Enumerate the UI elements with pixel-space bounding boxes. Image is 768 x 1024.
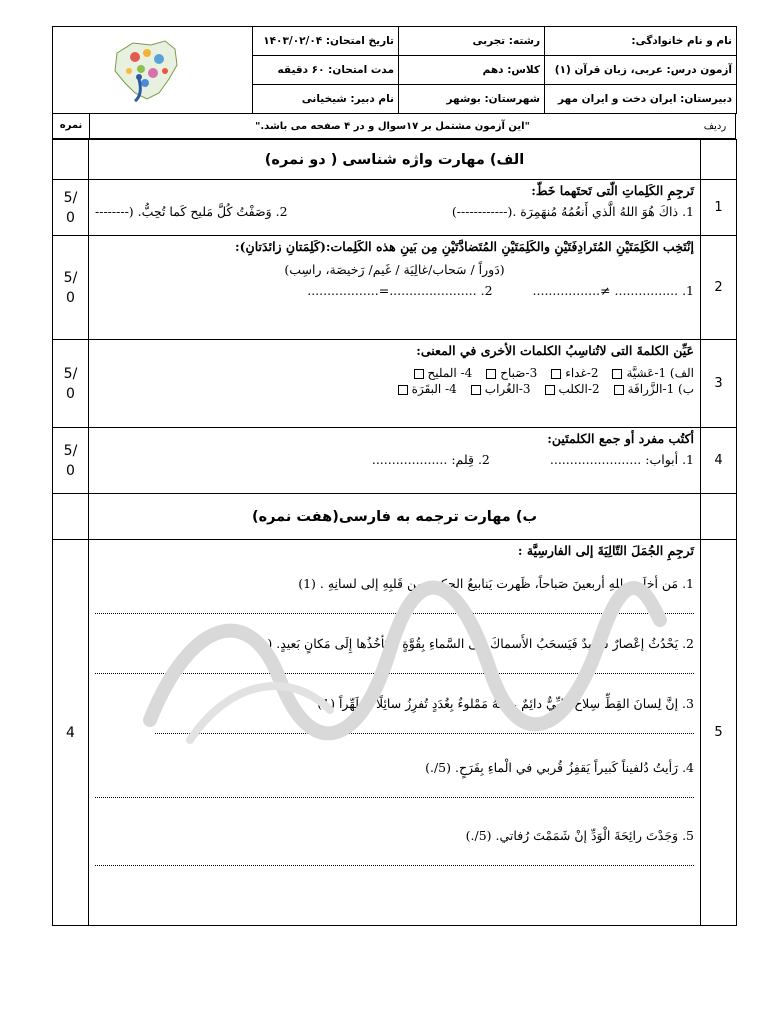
- q5-sentence-2: 2. يَحْدُثُ إعْصارٌ شديدٌ فَيَسحَبُ الأَسماكَ إِلَى السَّماءِ بِقُوَّةٍ وَ يَأخُذُها إِلَى مَكانٍ بَعيدٍ. (1): [254, 636, 694, 651]
- q5-sentence-3: 3. إنَّ لِسانَ القِطِّ سِلاحٌ طِبِّيٌّ دائِمٌ ، لِأَنَّهُ مَمْلوءٌ بِغُدَدٍ تُفرِزُ سائِلًا مُطَهِّراً (1): [317, 696, 694, 711]
- q5-sentence-5: 5. وَجَدْتَ رائِحَةَ الْوَدِّ إنْ شَمَمْتَ رُفاتي. (5/.): [465, 828, 694, 843]
- question-score: /5 0: [53, 428, 89, 494]
- option-label: 2-غداء: [565, 366, 599, 380]
- question-5: [53, 540, 737, 926]
- course-label: آزمون درس: عربی، زبان قرآن (۱): [545, 56, 737, 85]
- field-label: رشته: تجربی: [399, 27, 545, 56]
- teacher-label: نام دبیر: شیخیانی: [253, 85, 399, 114]
- checkbox-icon[interactable]: [545, 385, 555, 395]
- q5-sentence-4: 4. رَأيتُ دُلفيناً كَبيراً يَقفِزُ قُربي في الْماءِ بِفَرَحٍ. (5/.): [425, 760, 694, 775]
- answer-line[interactable]: [95, 851, 694, 866]
- class-label: کلاس: دهم: [399, 56, 545, 85]
- question-1: [53, 180, 737, 236]
- section-b-title: ب) مهارت ترجمه به فارسی(هفت نمره): [89, 494, 701, 540]
- question-instruction: إنْتَخِب الكَلِمَتَيْنِ المُتَرادِفَتَيْنِ والكَلِمَتَيْنِ المُتَضادَّتَيْنِ مِن بَينِ هذه الكَلِمات:(كَلِمَتانِ زائدَتانِ):: [235, 239, 694, 254]
- exam-notice: "این آزمون مشتمل بر ۱۷سوال و در ۴ صفحه می باشد.": [255, 120, 530, 132]
- exam-date: تاریخ امتحان: ۱۴۰۳/۰۲/۰۴: [253, 27, 399, 56]
- answer-line[interactable]: [95, 659, 694, 674]
- checkbox-icon[interactable]: [486, 369, 496, 379]
- section-a-title: الف) مهارت واژه شناسی ( دو نمره): [89, 140, 701, 180]
- question-score: /5 0: [53, 180, 89, 236]
- question-number: 2: [701, 236, 737, 340]
- question-score: /5 0: [53, 340, 89, 428]
- checkbox-icon[interactable]: [414, 369, 424, 379]
- option-label: 4- البقَرَة: [411, 382, 457, 396]
- option-label: 3-صَباح: [500, 366, 538, 380]
- answer-line[interactable]: [95, 783, 694, 798]
- q4-item-1: 1. أبواب: .......................: [549, 452, 694, 467]
- checkbox-icon[interactable]: [551, 369, 561, 379]
- iran-map-logo-icon: [105, 35, 185, 105]
- exam-page: [52, 26, 736, 926]
- q3-row-a: [95, 366, 694, 380]
- question-instruction: تَرجِمِ الجُمَلَ التّالِيَةَ إلی الفارسِيَّة :: [517, 543, 694, 558]
- question-4: [53, 428, 737, 494]
- q3-row-b: [95, 382, 694, 396]
- question-instruction: أكتُب مفرد أو جمع الكلمتَين:: [547, 431, 694, 446]
- question-2: [53, 236, 737, 340]
- q2-item-2: 2. ......................=..................: [307, 283, 493, 298]
- exam-header: [52, 26, 737, 114]
- checkbox-icon[interactable]: [614, 385, 624, 395]
- question-score: 4: [53, 540, 89, 926]
- checkbox-icon[interactable]: [398, 385, 408, 395]
- question-instruction: عَيِّن الكلمةَ التی لاتُناسِبُ الكلمات الأخرى في المعنى:: [416, 343, 694, 358]
- q1-item-2: 2. وَصَفْتُ كُلَّ مَليح كَما تُحِبُّ. (--------: [95, 204, 288, 219]
- checkbox-icon[interactable]: [471, 385, 481, 395]
- q2-item-1: 1. ................ ≠.................: [532, 283, 694, 298]
- checkbox-icon[interactable]: [612, 369, 622, 379]
- question-number: 5: [701, 540, 737, 926]
- exam-duration: مدت امتحان: ۶۰ دقیقه: [253, 56, 399, 85]
- question-number: 1: [701, 180, 737, 236]
- question-instruction: تَرجِمِ الکَلِماتِ الّتی تَحتَهما خَطّ:: [531, 183, 694, 198]
- answer-line[interactable]: [95, 599, 694, 614]
- answer-line[interactable]: [155, 719, 694, 734]
- city-label: شهرستان: بوشهر: [399, 85, 545, 114]
- radif-label: ردیف: [703, 120, 727, 132]
- questions-table: [52, 139, 737, 926]
- option-label: ب) 1-الزَّرافَة: [627, 382, 694, 396]
- question-3: [53, 340, 737, 428]
- question-score: /5 0: [53, 236, 89, 340]
- q1-item-1: 1. ذاكَ هُوَ اللهُ الَّذي أَنعُمُهُ مُنهَمِرَة .(------------): [451, 204, 694, 219]
- option-label: الف) 1-عَشيَّة: [626, 366, 694, 380]
- score-column-label: نمره: [53, 114, 90, 138]
- option-label: 2-الكلب: [558, 382, 600, 396]
- option-label: 4- المليح: [427, 366, 473, 380]
- q5-sentence-1: 1. مَن أخلَصَ للهِ أربعينَ صَباحاً، ظَهرت يَنابيعُ الحكمةِ مِن قَلبِهِ إلى لسانِهِ . (1): [298, 576, 694, 591]
- logo-cell: [53, 27, 253, 114]
- q4-item-2: 2. قِلم: ...................: [371, 452, 490, 467]
- notice-row: [52, 114, 736, 139]
- question-number: 3: [701, 340, 737, 428]
- name-field: نام و نام خانوادگی:: [545, 27, 737, 56]
- q2-word-list: (دَوراً / سَحاب/غالِيَة / غَيم/ رَخيصَة، راسِب): [284, 262, 505, 277]
- school-label: دبیرستان: ایران دخت و ایران مهر: [545, 85, 737, 114]
- question-number: 4: [701, 428, 737, 494]
- option-label: 3-الغُراب: [484, 382, 531, 396]
